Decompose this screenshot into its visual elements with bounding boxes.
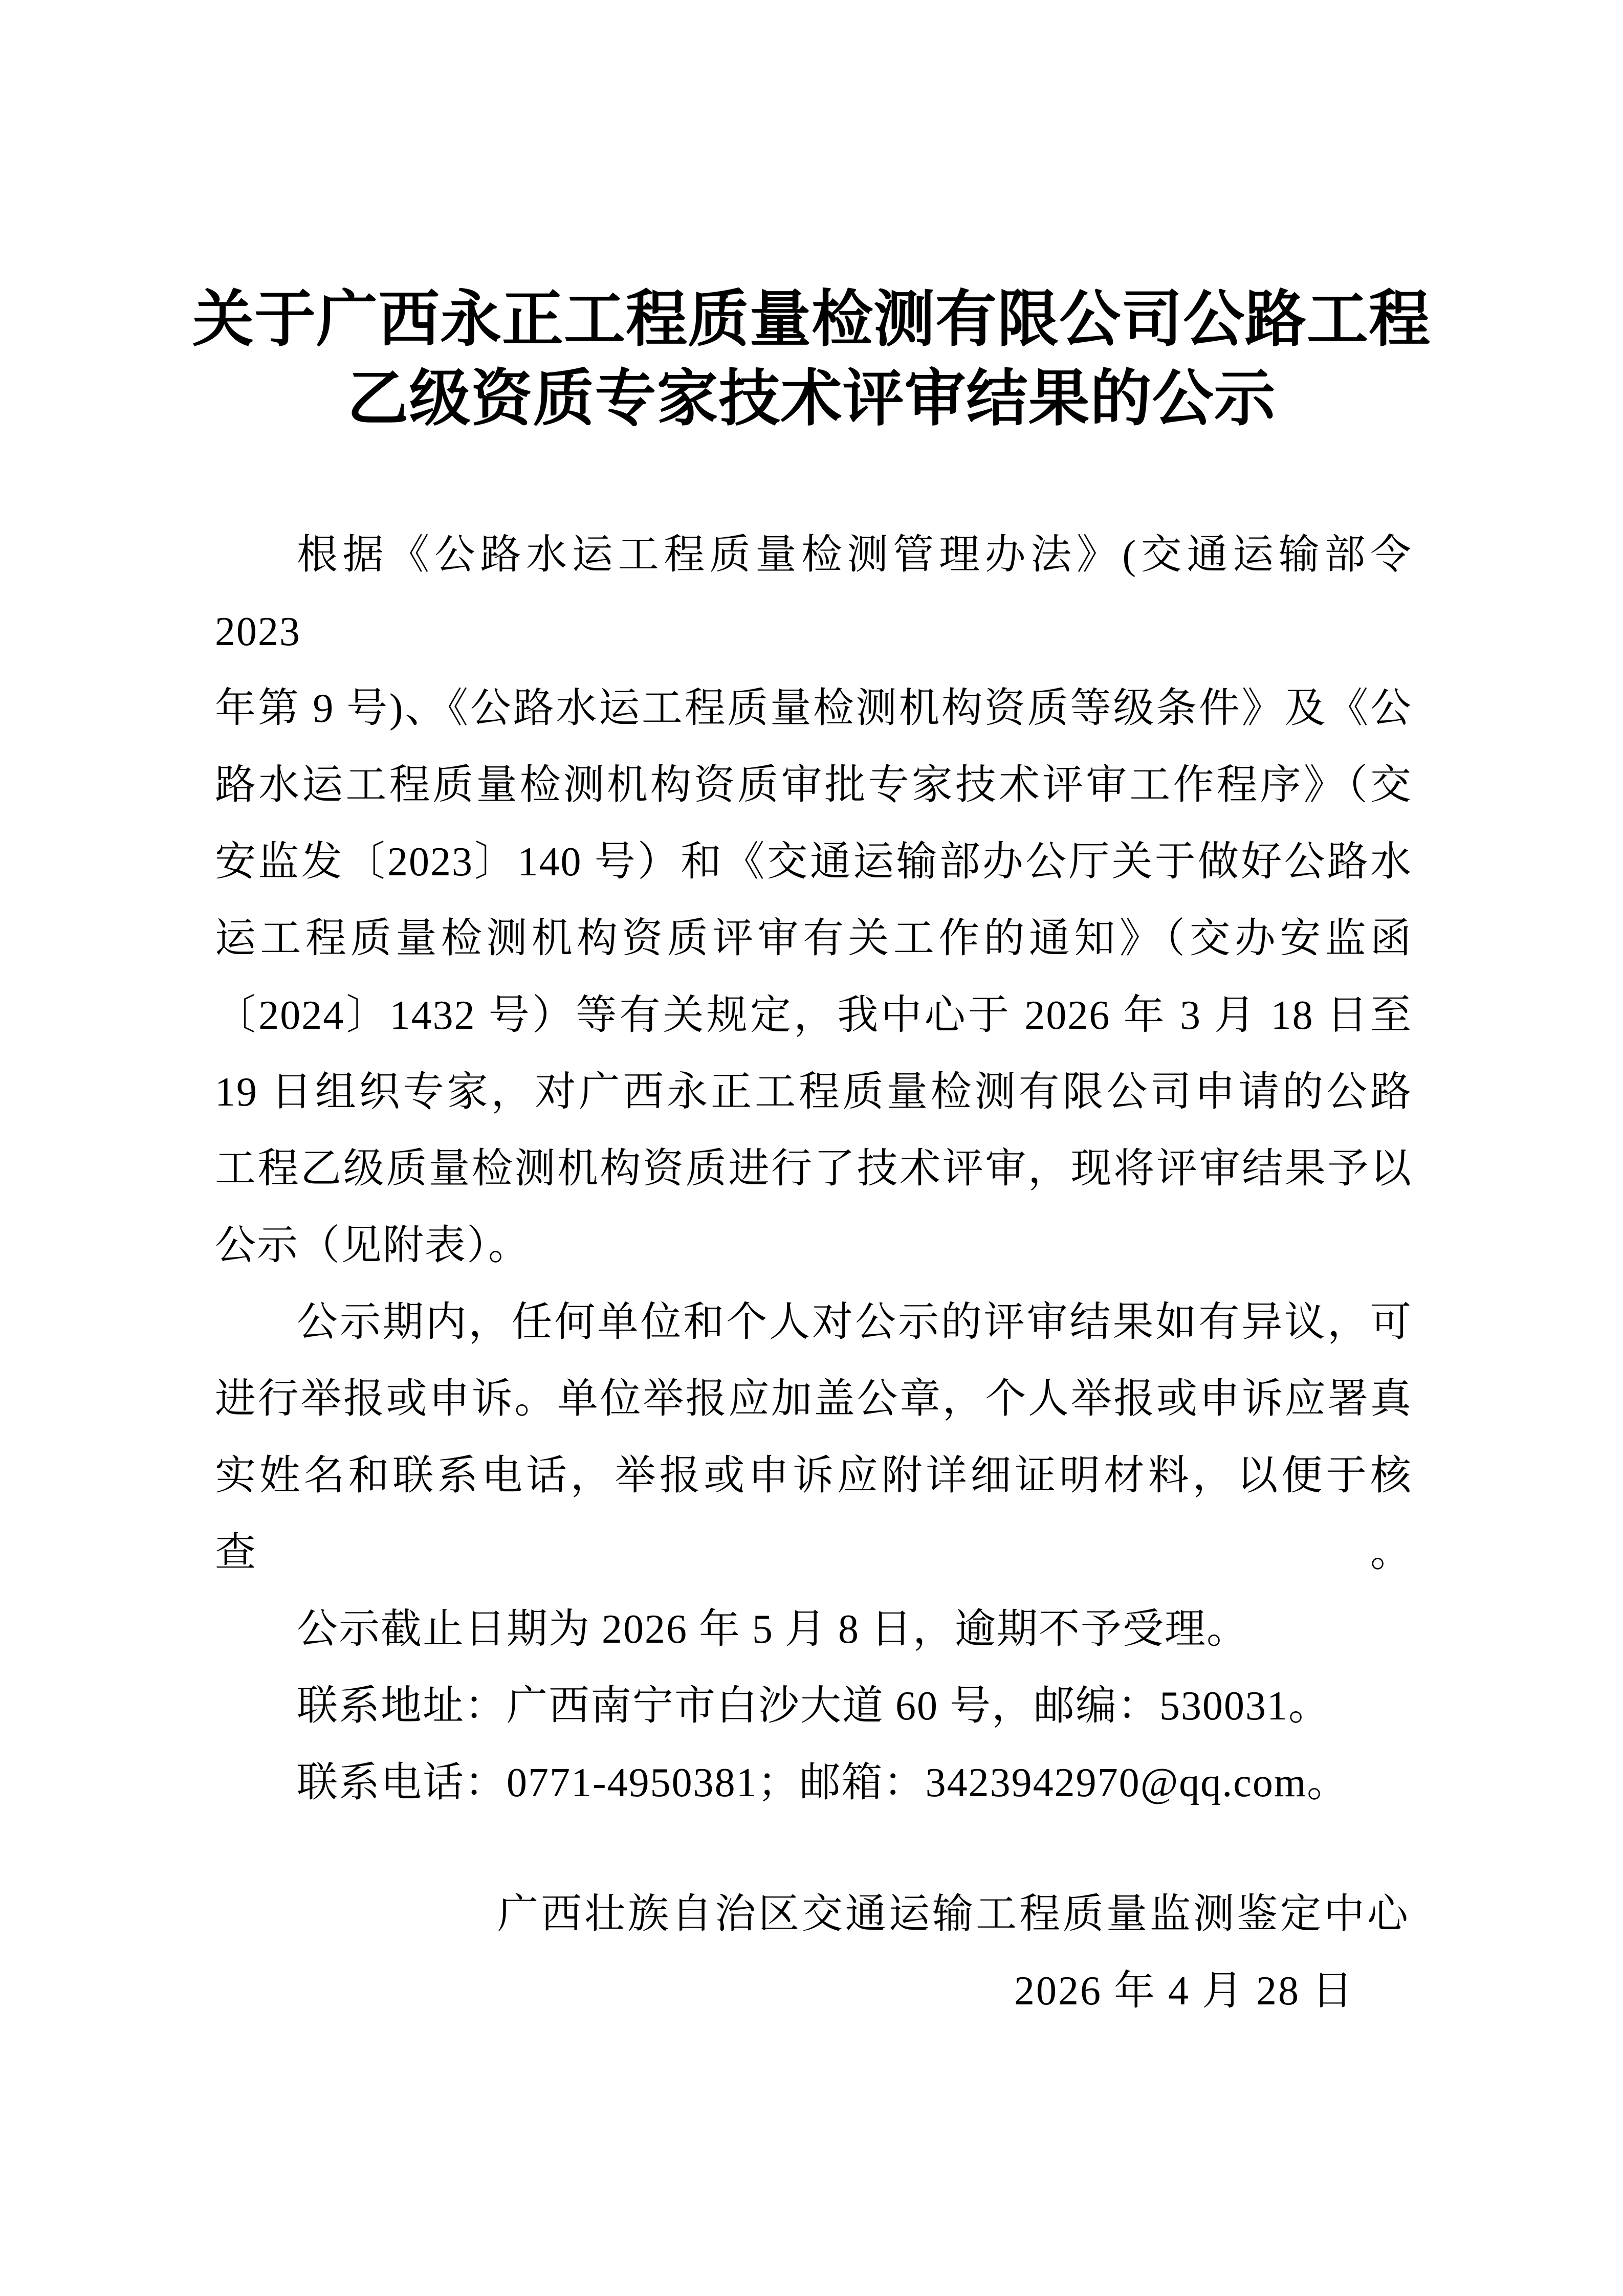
deadline-paragraph: 公示截止日期为 2026 年 5 月 8 日，逾期不予受理。 [297,1607,1248,1652]
signature-date: 2026 年 4 月 28 日 [1014,1969,1354,2014]
signature-organization: 广西壮族自治区交通运输工程质量监测鉴定中心 [497,1892,1411,1937]
paragraph1-line-3: 路水运工程质量检测机构资质审批专家技术评审工作程序》（交 [215,763,1412,808]
paragraph2-line-1: 公示期内，任何单位和个人对公示的评审结果如有异议，可 [297,1300,1412,1345]
paragraph1-line-7: 19 日组织专家，对广西永正工程质量检测有限公司申请的公路 [215,1070,1412,1115]
paragraph2-line-3: 实姓名和联系电话，举报或申诉应附详细证明材料，以便于核查。 [215,1453,1412,1575]
title-line-1: 关于广西永正工程质量检测有限公司公路工程 [192,285,1431,354]
paragraph1-line-1: 根据《公路水运工程质量检测管理办法》(交通运输部令 2023 [215,533,1412,654]
paragraph1-line-6: 〔2024〕1432 号）等有关规定，我中心于 2026 年 3 月 18 日至 [215,993,1412,1038]
paragraph2-line-2: 进行举报或申诉。单位举报应加盖公章，个人举报或申诉应署真 [215,1377,1412,1422]
document-title [0,0,1623,438]
contact-address: 联系地址：广西南宁市白沙大道 60 号，邮编：530031。 [297,1684,1330,1729]
paragraph1-line-9: 公示（见附表）。 [215,1223,530,1268]
paragraph1-line-8: 工程乙级质量检测机构资质进行了技术评审，现将评审结果予以 [215,1146,1412,1191]
paragraph1-line-2: 年第 9 号)、《公路水运工程质量检测机构资质等级条件》及《公 [215,686,1412,731]
title-line-2: 乙级资质专家技术评审结果的公示 [347,364,1276,433]
paragraph1-line-4: 安监发〔2023〕140 号）和《交通运输部办公厅关于做好公路水 [215,840,1412,885]
contact-phone: 联系电话：0771-4950381；邮箱：3423942970@qq.com。 [297,1760,1349,1805]
paragraph1-line-5: 运工程质量检测机构资质评审有关工作的通知》（交办安监函 [215,916,1412,961]
document-body [0,517,1623,1821]
